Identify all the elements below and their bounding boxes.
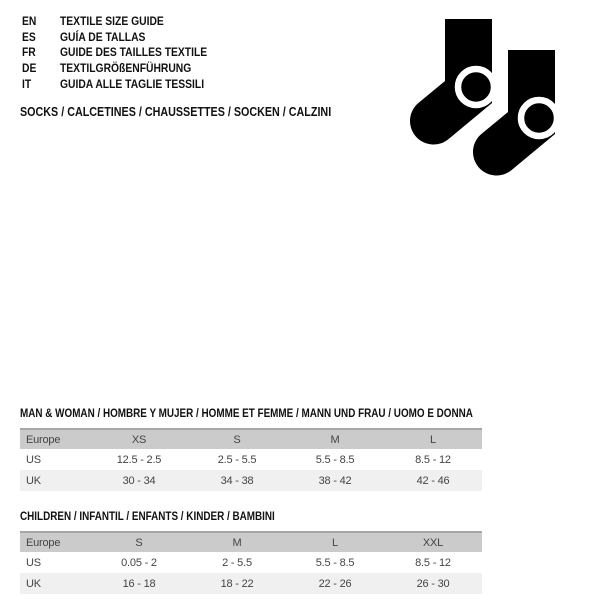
- language-list: [22, 13, 231, 92]
- language-code: ES: [22, 29, 36, 44]
- language-code: IT: [22, 77, 32, 92]
- language-label: TEXTILGRÖßENFÜHRUNG: [60, 61, 192, 76]
- socks-icon: [395, 5, 585, 195]
- size-value: 22 - 26: [286, 573, 384, 594]
- language-label: GUÍA DE TALLAS: [60, 29, 146, 44]
- size-value: 12.5 - 2.5: [116, 453, 162, 466]
- language-code: FR: [22, 45, 36, 60]
- language-label: GUIDE DES TAILLES TEXTILE: [60, 45, 208, 60]
- size-value: 26 - 30: [384, 573, 482, 594]
- language-row: [22, 29, 231, 45]
- size-value: 16 - 18: [90, 573, 188, 594]
- man-woman-table-title: MAN & WOMAN / HOMBRE Y MUJER / HOMME ET FEMME / MANN UND FRAU / UOMO E DONNA: [20, 408, 473, 420]
- size-value: 5.5 - 8.5: [315, 556, 355, 569]
- column-header-size: S: [90, 532, 188, 552]
- row-label: US: [26, 453, 41, 466]
- language-row: [22, 60, 231, 76]
- table-row-uk: [20, 470, 482, 491]
- row-label: UK: [20, 470, 90, 491]
- row-label: UK: [20, 573, 90, 594]
- category-line-text: SOCKS / CALCETINES / CHAUSSETTES / SOCKEN / CALZINI: [20, 105, 332, 119]
- size-value: 2.5 - 5.5: [217, 453, 257, 466]
- size-value: 30 - 34: [90, 470, 188, 491]
- table-header-row: [20, 429, 482, 449]
- row-label: US: [26, 556, 41, 569]
- column-header-size: S: [188, 429, 286, 449]
- language-row: [22, 13, 231, 29]
- size-value: 5.5 - 8.5: [315, 453, 355, 466]
- table-row-uk: [20, 573, 482, 594]
- size-value: 8.5 - 12: [415, 453, 451, 466]
- size-value: 2 - 5.5: [222, 556, 252, 569]
- language-code: DE: [22, 61, 37, 76]
- language-row: [22, 76, 231, 92]
- column-header-size: XS: [90, 429, 188, 449]
- children-table-title: CHILDREN / INFANTIL / ENFANTS / KINDER / BAMBINI: [20, 511, 275, 523]
- language-label: TEXTILE SIZE GUIDE: [60, 13, 164, 28]
- table-row-us: [20, 449, 482, 470]
- man-woman-size-table: [20, 428, 482, 491]
- size-value: 0.05 - 2: [121, 556, 157, 569]
- size-value: 8.5 - 12: [415, 556, 451, 569]
- column-header-size: M: [188, 532, 286, 552]
- column-header-size: L: [384, 429, 482, 449]
- size-value: 18 - 22: [188, 573, 286, 594]
- size-value: 42 - 46: [384, 470, 482, 491]
- language-code: EN: [22, 13, 37, 28]
- table-row-us: [20, 552, 482, 573]
- column-header-size: M: [286, 429, 384, 449]
- column-header-size: L: [286, 532, 384, 552]
- language-label: GUIDA ALLE TAGLIE TESSILI: [60, 77, 205, 92]
- children-size-table: [20, 531, 482, 594]
- size-value: 38 - 42: [286, 470, 384, 491]
- category-line: [20, 105, 382, 119]
- table-header-row: [20, 532, 482, 552]
- column-header-region: Europe: [20, 532, 90, 552]
- column-header-region: Europe: [20, 429, 90, 449]
- language-row: [22, 45, 231, 61]
- size-value: 34 - 38: [188, 470, 286, 491]
- column-header-size: XXL: [384, 532, 482, 552]
